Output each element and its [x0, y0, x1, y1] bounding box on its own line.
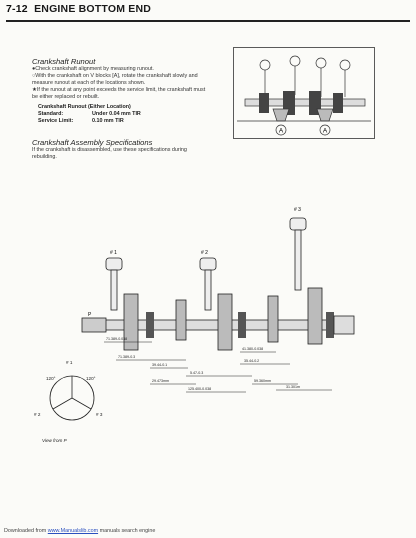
standard-label: Standard:: [38, 111, 64, 117]
angle-label-3: # 3: [96, 412, 103, 417]
assembly-intro: If the crankshaft is disassembled, use these specifications during: [32, 147, 187, 153]
dim-6: 125.400-0.038: [188, 387, 212, 391]
callout-a-right-label: A: [322, 127, 328, 135]
assembly-section-title: Crankshaft Assembly Specifications: [32, 138, 153, 147]
footer-link[interactable]: www.Manualslib.com: [47, 528, 99, 534]
dim-4: 29.473mm: [152, 379, 169, 383]
footer-suffix: manuals search engine: [99, 528, 156, 534]
page-header: [6, 2, 410, 22]
service-limit-label: Service Limit:: [38, 118, 74, 124]
crank-angle-figure: [28, 350, 122, 462]
crank-angle-drawing: [28, 350, 122, 462]
rod-label-1: # 1: [110, 250, 117, 256]
angle-label-1: # 1: [66, 360, 73, 365]
assembly-intro-cont: rebuilding.: [32, 154, 57, 160]
standard-value: Under 0.04 mm TIR: [92, 111, 141, 117]
runout-step-rotate: ○With the crankshaft on V blocks [A], rotate the crankshaft slowly and: [32, 73, 198, 79]
dim-8: 35.44-0.2: [244, 359, 260, 363]
view-label: View from P: [42, 438, 67, 443]
angle-value-left: 120°: [46, 376, 56, 381]
page-number: 7-12 ENGINE BOTTOM END: [6, 3, 152, 15]
angle-value-right: 120°: [86, 376, 96, 381]
dim-7: 41.380-0.038: [242, 347, 264, 351]
runout-section-title: Crankshaft Runout: [32, 57, 96, 66]
footer-prefix: Downloaded from: [4, 528, 47, 534]
runout-spec-title: Crankshaft Runout (Either Location): [38, 104, 131, 110]
dim-10: 31.301m: [286, 385, 300, 389]
side-label-p: P: [88, 312, 92, 318]
footer-note: [4, 528, 155, 534]
runout-step-rotate-cont: measure runout at each of the locations shown.: [32, 80, 146, 86]
dim-2: 71.389-0.3: [118, 355, 136, 359]
dim-3: 39.44-0.1: [152, 363, 168, 367]
runout-figure: [233, 47, 375, 139]
dim-5: 5.47-0.3: [190, 371, 204, 375]
runout-step-exceeds: ★If the runout at any point exceeds the service limit, the crankshaft must: [32, 87, 206, 93]
runout-step-exceeds-cont: be either replaced or rebuilt.: [32, 94, 100, 100]
rod-label-3: # 3: [294, 207, 301, 213]
runout-step-check: ●Check crankshaft alignment by measuring runout.: [32, 66, 154, 72]
angle-label-2: # 2: [34, 412, 41, 417]
dim-1: 71.389-0.038: [106, 337, 128, 341]
dim-9: 59.360mm: [254, 379, 271, 383]
callout-a-left-label: A: [278, 127, 284, 135]
service-limit-value: 0.10 mm TIR: [92, 118, 124, 124]
rod-label-2: # 2: [201, 250, 208, 256]
runout-figure-drawing: [233, 47, 375, 139]
